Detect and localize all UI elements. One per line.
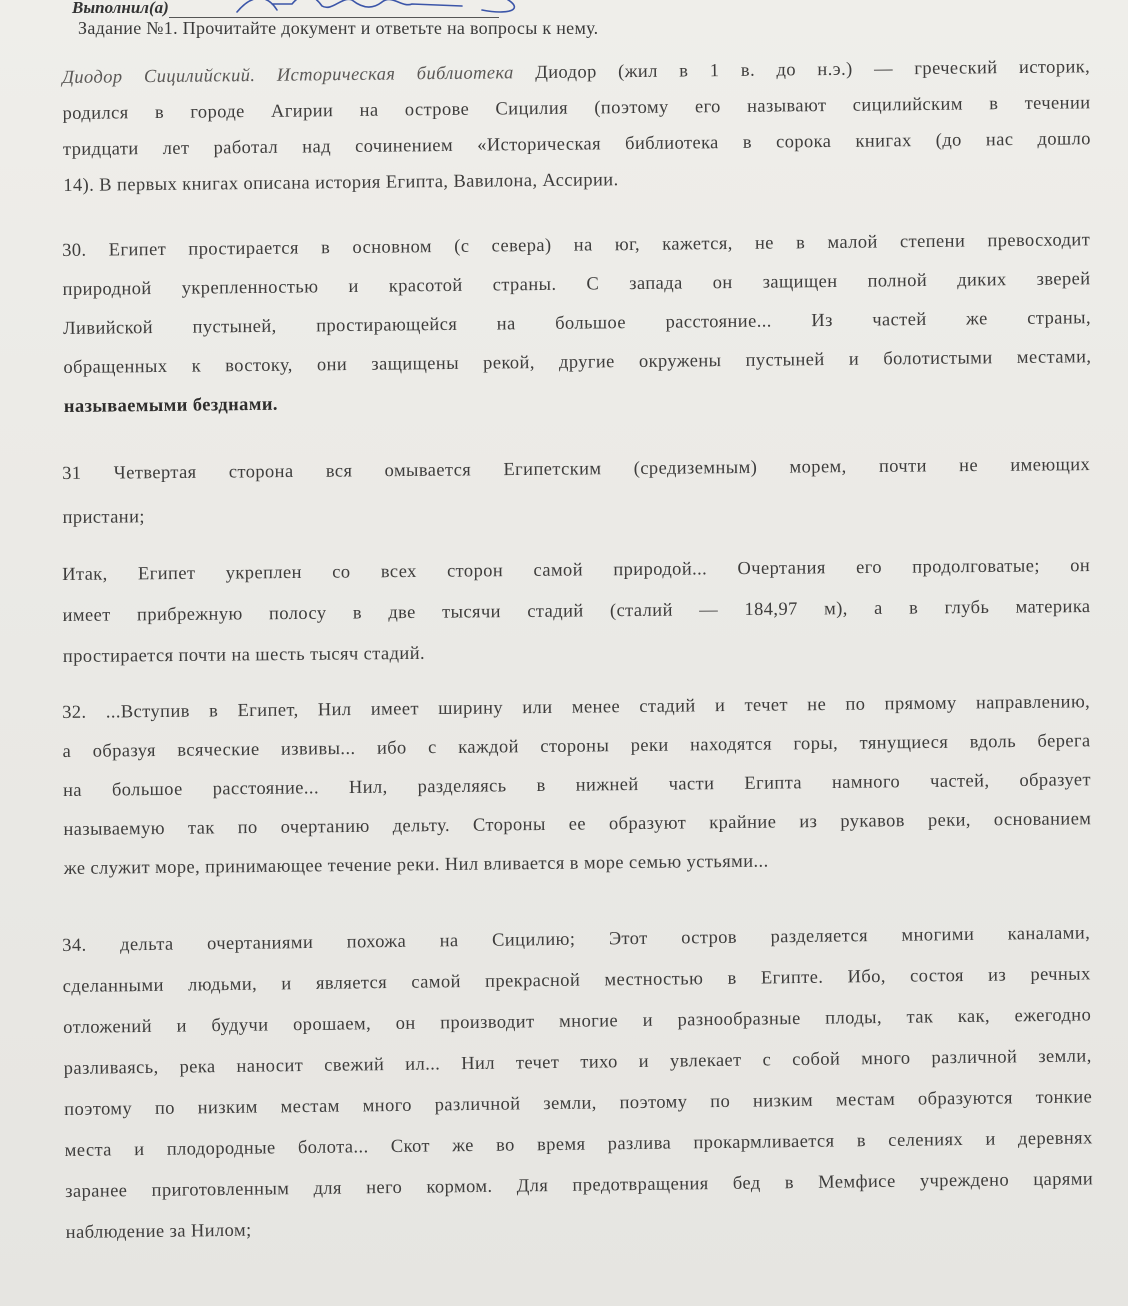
intro-line-1: Диодор Сицилийский. Историческая библиотека Диодор (жил в 1 в. до н.э.) — греческий историк, [62,57,1091,88]
p32-line-1: 32. ...Вступив в Египет, Нил имеет ширину или менее стадий и течет не по прямому направлению, [62,692,1091,723]
paragraph-30 [62,221,1092,427]
p31b-line-1: Итак, Египет укреплен со всех сторон самой природой... Очертания его продолговатые; он [62,556,1091,585]
p32-line-3: на большое расстояние... Нил, разделяясь в нижней части Египта намного частей, образует [62,770,1092,801]
p30-line-3: Ливийской пустыней, простирающейся на большое расстояние... Из частей же страны, [62,308,1092,339]
p34-line-8: наблюдение за Нилом; [65,1220,252,1243]
p30-line-5: называемыми безднами. [63,394,278,417]
p30-line-2: природной укрепленностью и красотой страны. С запада он защищен полной диких зверей [62,269,1091,300]
handwritten-signature [232,0,532,20]
intro-paragraph [62,49,1091,204]
intro-line-3: тридцати лет работал над сочинением «Историческая библиотека в сорока книгах (до нас дошло [62,129,1091,160]
source-title: Диодор Сицилийский. Историческая библиотека [62,63,514,88]
paragraph-31-continued [62,546,1091,678]
p32-line-2: а образуя всяческие извивы... ибо с каждой стороны реки находятся горы, тянущиеся вдоль берега [62,731,1091,762]
p31b-line-2: имеет прибрежную полосу в две тысячи стадий (сталий — 184,97 м), а в глубь материка [62,597,1091,626]
p30-line-1: 30. Египет простирается в основном (с севера) на юг, кажется, не в малой степени превосходит [62,230,1091,261]
p31b-line-3: простирается почти на шесть тысяч стадий. [62,643,426,667]
p32-line-4: называемую так по очертанию дельту. Стороны ее образуют крайние из рукавов реки, основанием [63,809,1092,840]
p34-line-3: отложений и будучи орошаем, он производит многие и разнообразные плоды, так как, ежегодно [63,1005,1092,1038]
intro-line-4: 14). В первых книгах описана история Египта, Вавилона, Ассирии. [63,170,619,196]
task-heading: Задание №1. Прочитайте документ и ответьте на вопросы к нему. [78,18,599,38]
p32-line-5: же служит море, принимающее течение реки. Нил вливается в море семью устьями... [63,851,769,879]
p34-line-4: разливаясь, река наносит свежий ил... Нил течет тихо и увлекает с собой много различной земли, [63,1046,1092,1079]
paragraph-31 [62,443,1091,540]
performer-label: Выполнил(а) [72,0,169,17]
intro-line-2: родился в городе Агирии на острове Сицилия (поэтому его называют сицилийским в течении [62,93,1091,124]
p34-line-6: места и плодородные болота... Скот же во время разлива прокармливается в селениях и деревнях [64,1128,1093,1161]
p34-line-2: сделанными людьми, и является самой прекрасной местностью в Египте. Ибо, состоя из речных [62,964,1091,997]
p31-line-2: пристани; [62,507,145,528]
p34-line-1: 34. дельта очертаниями похожа на Сицилию; Этот остров разделяется многими каналами, [62,923,1091,956]
p34-line-7: заранее приготовленным для него кормом. Для предотвращения бед в Мемфисе учреждено царями [65,1169,1094,1202]
paragraph-32 [62,683,1092,889]
paragraph-34 [62,913,1094,1254]
p31-line-1: 31 Четвертая сторона вся омывается Египетским (средиземным) морем, почти не имеющих [62,455,1091,484]
p30-line-4: обращенных к востоку, они защищены рекой, другие окружены пустыней и болотистыми местами, [63,347,1092,378]
p34-line-5: поэтому по низким местам много различной земли, поэтому по низким местам образуются тонкие [64,1087,1093,1120]
